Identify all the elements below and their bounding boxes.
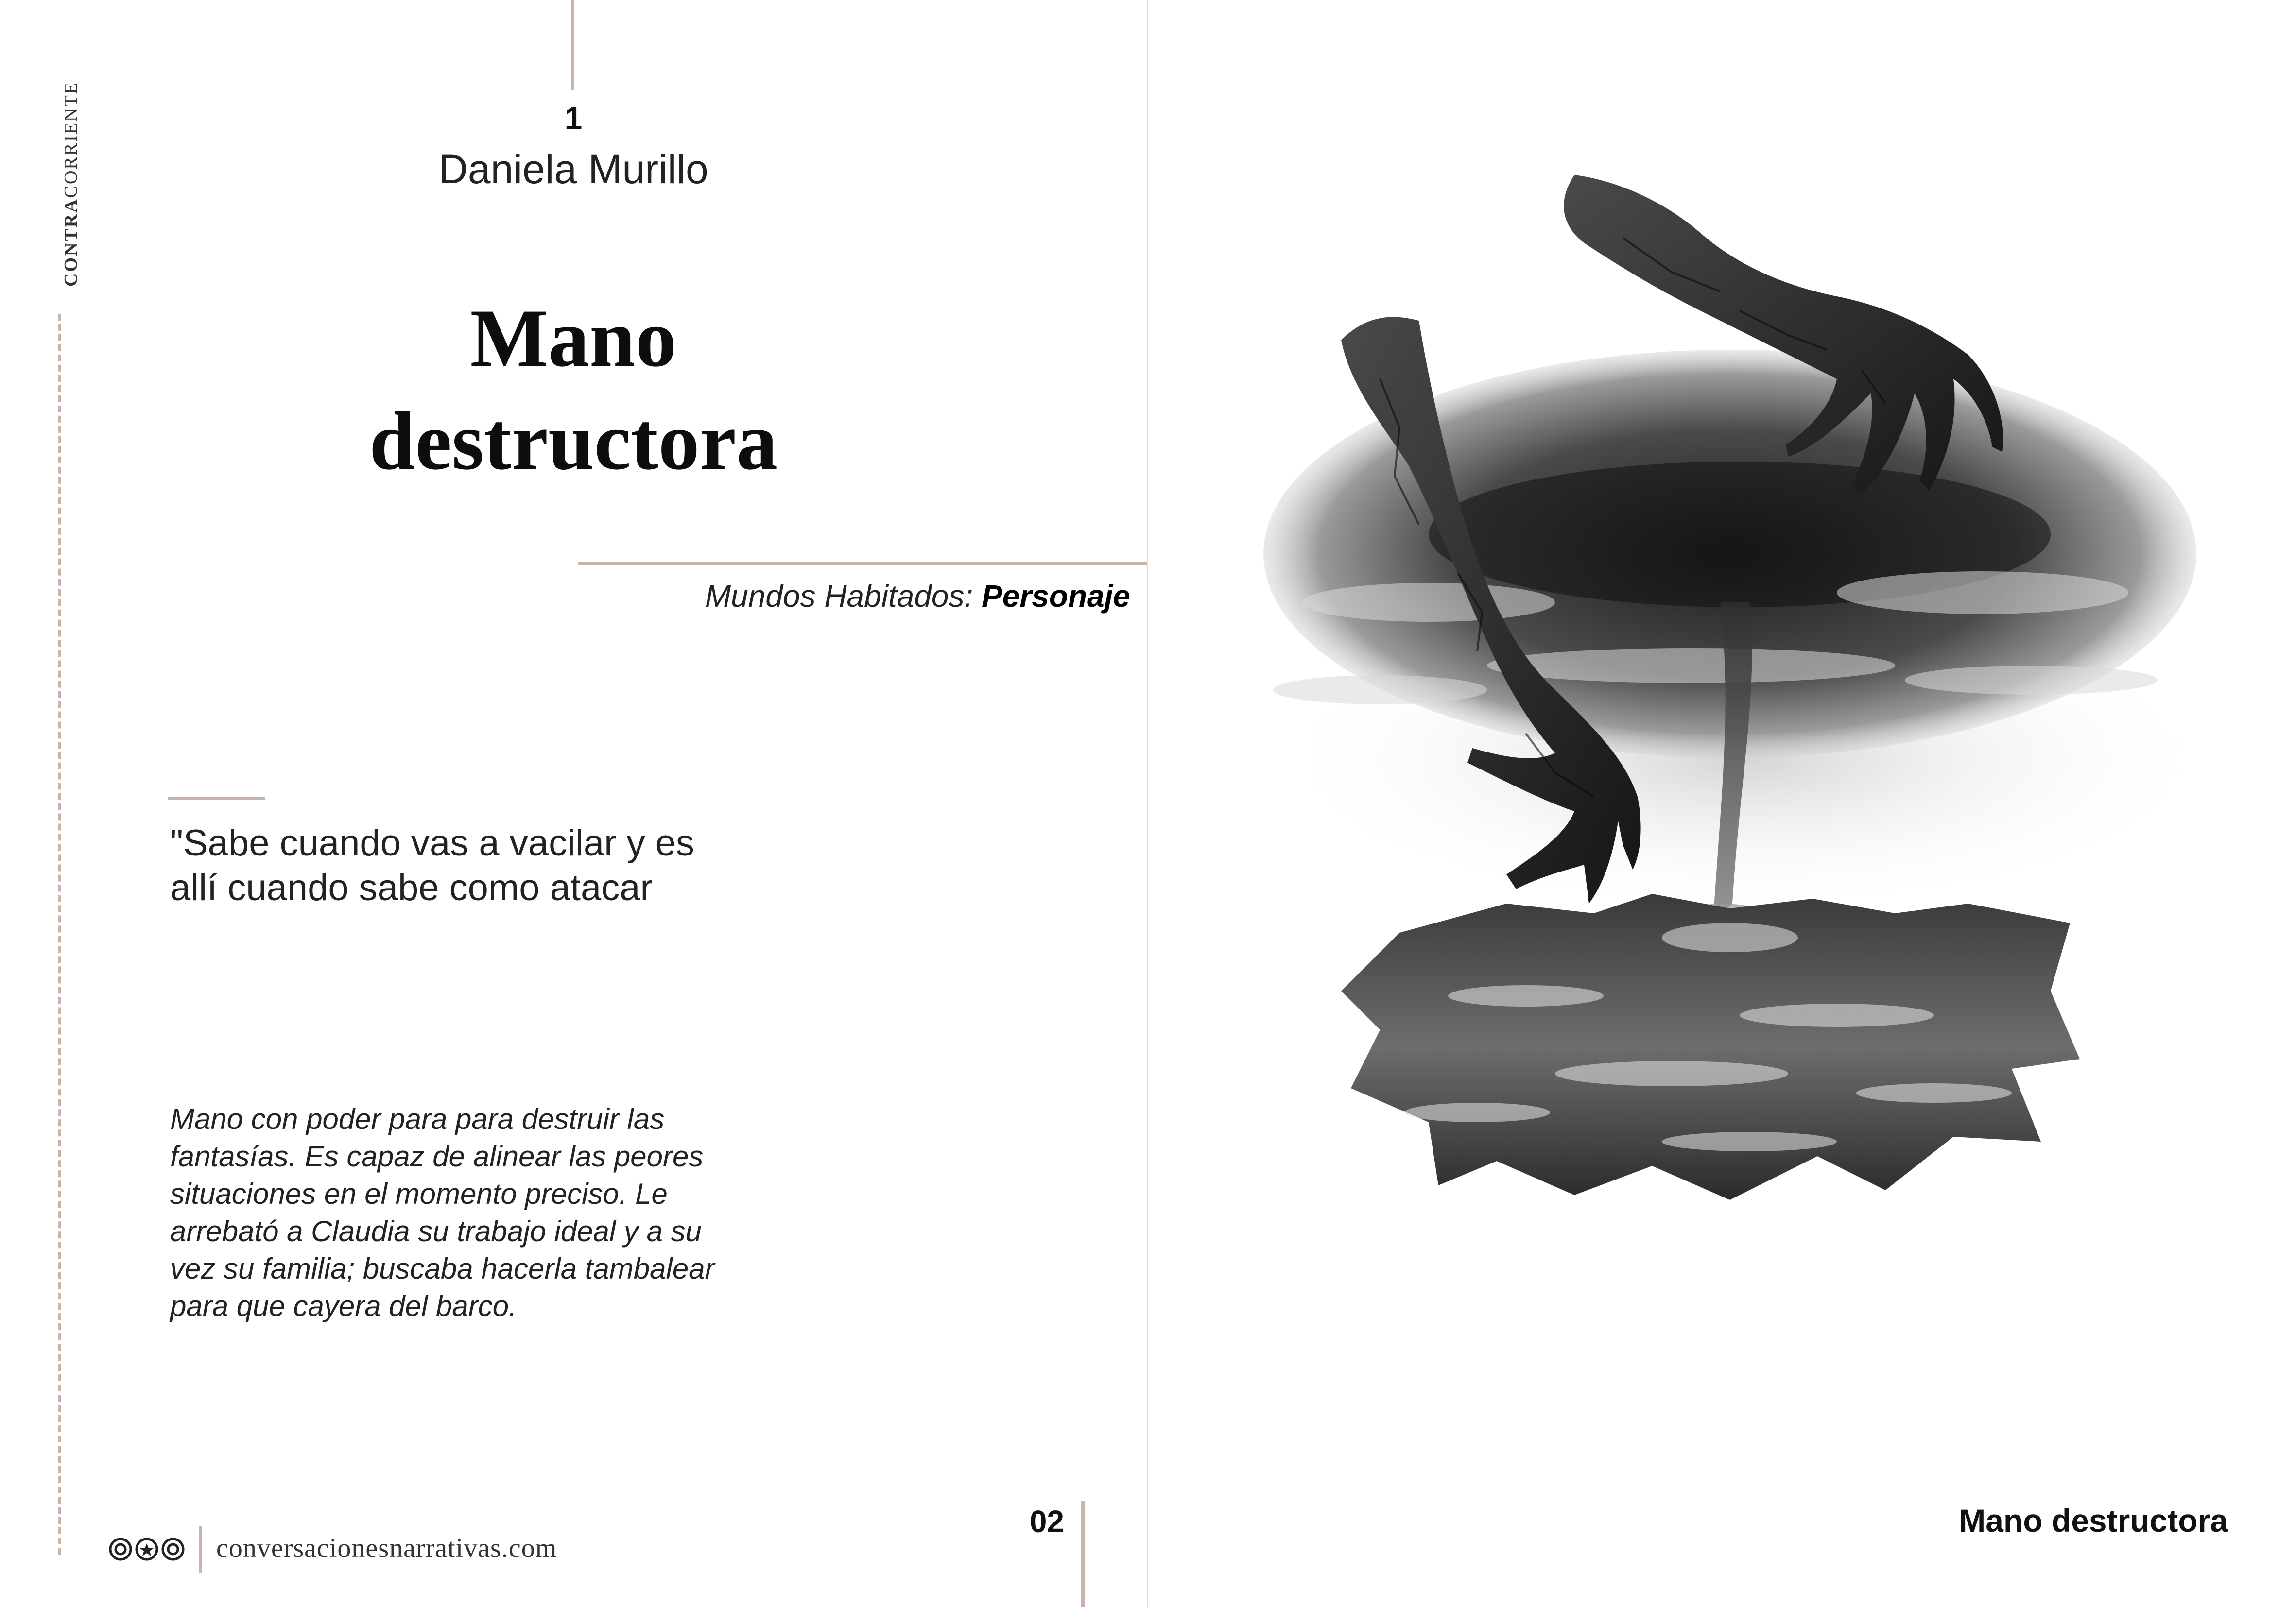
title-line-2: destructora — [369, 395, 778, 487]
side-label-rest: CORRIENTE — [61, 81, 81, 198]
hands-storm-illustration — [1254, 175, 2206, 1263]
three-circles-logo-icon — [108, 1535, 186, 1563]
illustration-caption: Mano destructora — [1959, 1503, 2228, 1539]
magazine-side-label — [60, 81, 82, 287]
article-number: 1 — [564, 100, 583, 136]
side-label-bold: CONTRA — [61, 198, 81, 287]
body-text: Mano con poder para para destruir las fantasías. Es capaz de alinear las peores situaciones en el momento preciso. Le arrebató a Claudia su trabajo ideal y a su vez su familia; buscaba hacerla tambalear para que cayera del barco. — [170, 1103, 715, 1322]
section-label — [547, 578, 1130, 614]
section-name: Personaje — [982, 579, 1130, 614]
page-number: 02 — [1029, 1504, 1064, 1539]
article-title — [282, 287, 865, 493]
title-line-1: Mano — [470, 292, 677, 384]
quote-divider — [168, 797, 265, 800]
author-name: Daniela Murillo — [438, 146, 708, 192]
pull-quote: "Sabe cuando vas a vacilar y es allí cuando sabe como atacar — [170, 822, 694, 908]
footer-url-divider — [199, 1526, 202, 1573]
top-divider — [571, 0, 574, 90]
website-link[interactable]: conversacionesnarrativas.com — [216, 1533, 557, 1563]
section-divider — [578, 562, 1147, 565]
footer-divider — [1081, 1501, 1085, 1607]
section-prefix: Mundos Habitados: — [705, 579, 982, 614]
